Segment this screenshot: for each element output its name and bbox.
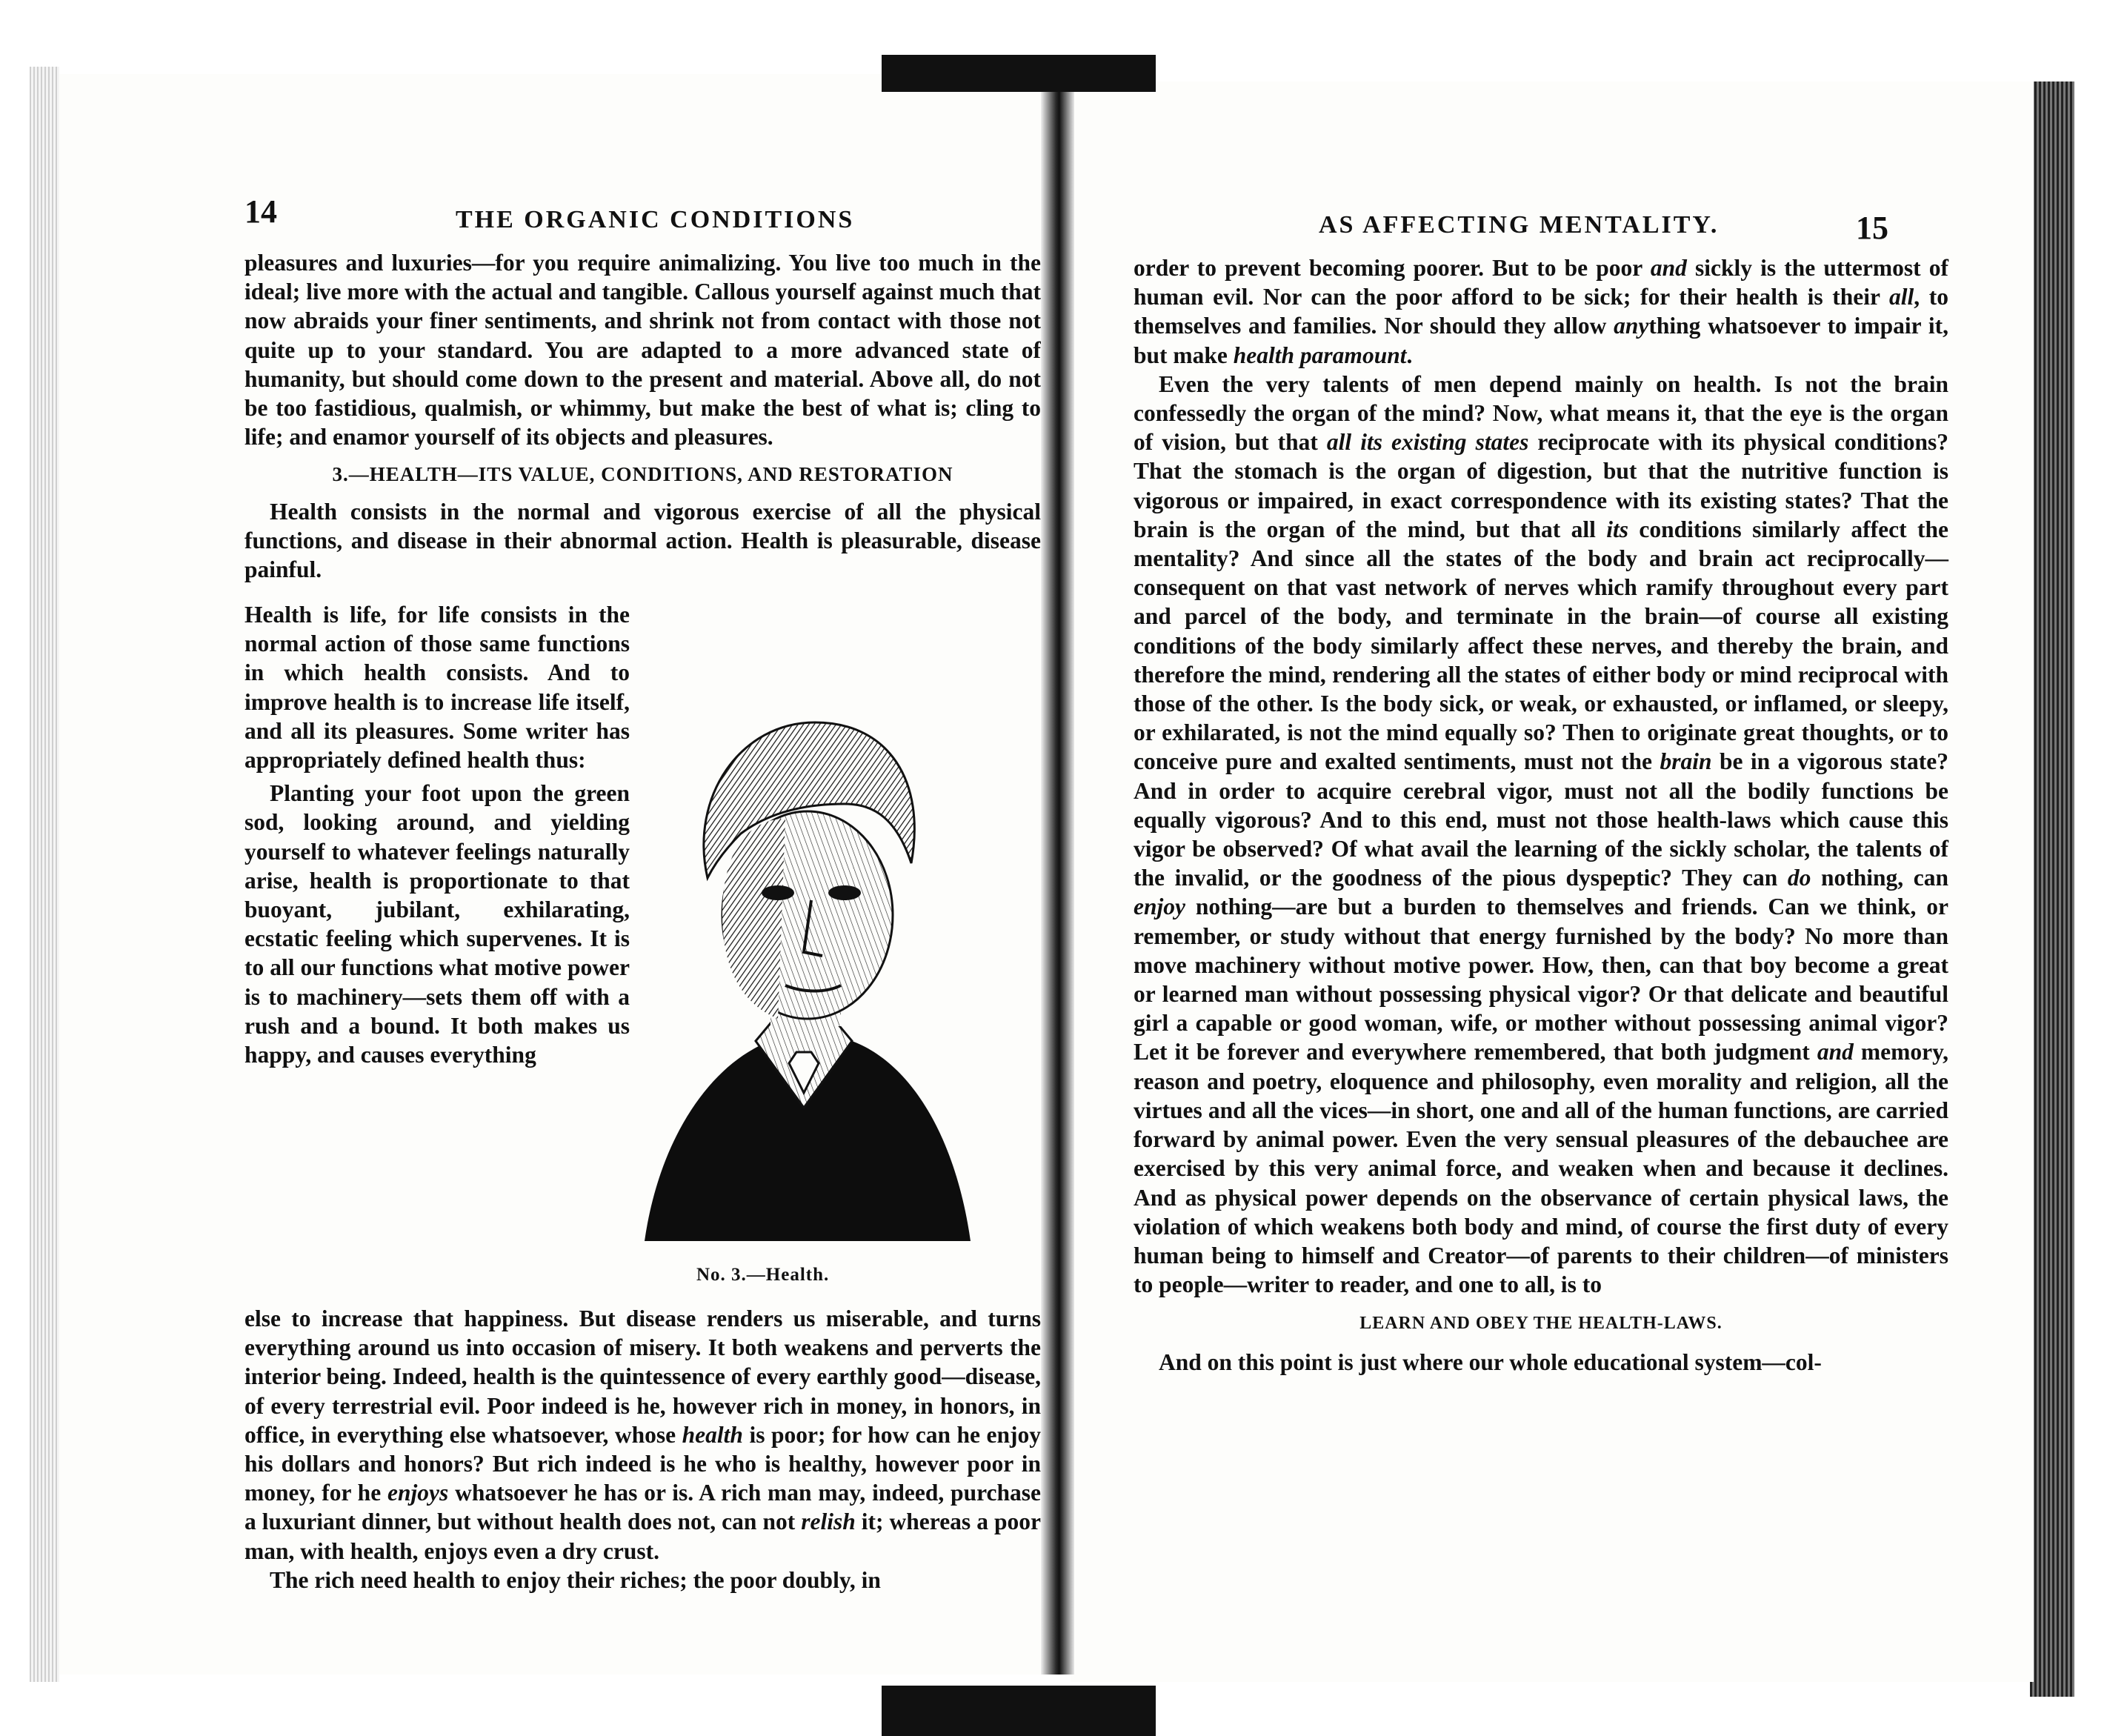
intro-paragraph: pleasures and luxuries—for you require animalizing. You live too much in the ideal; live more with the actual and tangible. Callous yourself against much that now abraids your finer sentiments, and shrink not from contact with those not quite up to your standard. You are adapted to a more advanced state of humanity, but should come down to the present and material. Above all, do not be too fastidious, qualmish, or whimmy, but make the best of what is; cling to life; and enamor yourself of its objects and pleasures. [244, 250, 1041, 450]
p1-part-d: thing whatsoever to impair it, but make [1134, 313, 1948, 368]
emphasis-enjoys: enjoys [387, 1480, 449, 1506]
p1-emphasis-all: all [1889, 284, 1914, 310]
p1-part-b: sickly is the uttermost of human evil. Nor can the poor afford to be sick; for their health is their [1134, 255, 1948, 310]
left-narrow-text [244, 600, 630, 1069]
p2-part-f: nothing—are but a burden to themselves and friends. Can we think, or remember, or study without that energy furnished by the body? No more than move machinery without motive power. How, then, can that boy become a great or learned man without possessing physical vigor? Or that delicate and beautiful girl a capable or good woman, wife, or mother without possessing animal vigor? Let it be forever and everywhere remembered, that both judgment [1134, 894, 1948, 1065]
p2-part-g: memory, reason and poetry, eloquence and philosophy, even morality and religion, all the virtues and all the vices—in short, one and all of the human functions, are carried forward by animal power. Even the very sensual pleasures of the debauchee are exercised by this very animal force, and weaken when and because it declines. And as physical power depends on the observance of certain physical laws, the violation of which weakens both body and mind, of course the first duty of every human being to himself and Creator—of parents to their children—of ministers to people—writer to reader, and one to all, is to [1134, 1039, 1948, 1298]
emphasis-relish: relish [801, 1509, 856, 1535]
page-edges-right [2030, 82, 2074, 1697]
p2-emphasis-states: all its existing states [1326, 429, 1529, 456]
p1-part-c: , to themselves and families. Nor should they allow [1134, 284, 1949, 339]
continuation-paragraph [244, 1304, 1041, 1566]
left-page [59, 74, 1045, 1675]
p2-part-d: be in a vigorous state? And in order to acquire cerebral vigor, must not all the bodily functions be equally vigorous? And to this end, must not those health-laws which cause this vigor be observed? Of what avail the learning of the sickly scholar, the talents of the invalid, or the goodness of the pious dyspeptic? They can [1134, 748, 1948, 891]
emphasis-health: health [682, 1421, 743, 1448]
continuation-part-1: else to increase that happiness. But disease renders us miserable, and turns everything around us into occasion of misery. It both weakens and perverts the interior being. Indeed, health is the quintessence of every earthly good—disease, of every terrestrial evil. Poor indeed is he, however rich in money, in honors, in office, in everything else whatsoever, whose [244, 1306, 1041, 1448]
right-text [1134, 253, 1948, 1377]
health-paragraph-narrow: Health is life, for life consists in the normal action of those same functions in which health consists. And to improve health is to increase life itself, and all its pleasures. Some writer has appropriately defined health thus: [244, 602, 630, 774]
left-top-text [244, 248, 1041, 584]
figure-caption: No. 3.—Health. [696, 1265, 830, 1285]
binding-tape-bottom [882, 1686, 1156, 1736]
p1-emphasis-health-paramount: health paramount [1233, 342, 1407, 368]
left-bottom-text [244, 1304, 1041, 1594]
p2-emphasis-enjoy: enjoy [1134, 894, 1185, 920]
health-paragraph-lead: Health consists in the normal and vigorous exercise of all the physical functions, and disease in their abnormal action. Health is pleasurable, disease painful. [244, 498, 1041, 583]
p1-part-e: . [1406, 342, 1413, 368]
running-head-right: AS AFFECTING MENTALITY. [1319, 211, 1720, 239]
p1-emphasis-any: any [1614, 313, 1649, 339]
continuation-part-3: whatsoever he has or is. A rich man may, indeed, purchase a luxuriant dinner, but without health does not, can not [244, 1480, 1041, 1535]
p2-emphasis-its: its [1606, 516, 1629, 542]
talents-paragraph [1134, 370, 1948, 1300]
p2-emphasis-and: and [1817, 1039, 1854, 1065]
running-head-left: THE ORGANIC CONDITIONS [456, 206, 855, 233]
continuation-part-4: it; whereas a poor man, with health, enjoys even a dry crust. [244, 1509, 1041, 1564]
poor-and-sickly-paragraph [1134, 253, 1948, 370]
planting-paragraph: Planting your foot upon the green sod, looking around, and yielding yourself to whatever feelings naturally arise, health is proportionate to that buoyant, jubilant, exhilarating, ecstatic feeling which supervenes. It is to all our functions what motive power is to machinery—sets them off with a rush and a bound. It both makes us happy, and causes everything [244, 780, 630, 1068]
p2-emphasis-do: do [1787, 865, 1811, 891]
p2-part-c: conditions similarly affect the mentality? And since all the states of the body and brain act reciprocally—consequent on that vast network of nerves which ramify throughout every part and parcel of the body, and terminate in the brain—of course all existing conditions of the body similarly affect these nerves, and thereby the brain, and therefore the mind, rendering all the states of either body or mind reciprocal with those of the other. Is the body sick, or weak, or exhausted, or inflamed, or sleepy, or exhilarated, is not the mind equally so? Then to originate great thoughts, or to conceive pure and exalted sentiments, must not the [1134, 516, 1948, 775]
book-gutter [1041, 89, 1074, 1675]
page-edges-left [30, 67, 59, 1682]
p2-emphasis-brain: brain [1660, 748, 1712, 775]
health-laws-subheading: LEARN AND OBEY THE HEALTH-LAWS. [1359, 1314, 1722, 1334]
health-portrait-engraving [630, 693, 978, 1256]
page-number-left: 14 [244, 193, 277, 230]
section-heading: 3.—HEALTH—ITS VALUE, CONDITIONS, AND RESTORATION [332, 463, 953, 486]
p2-part-a: Even the very talents of men depend mainly on health. Is not the brain confessedly the organ of the mind? Now, what means it, that the eye is the organ of vision, but that [1134, 370, 1948, 456]
p1-emphasis-and: and [1650, 255, 1687, 281]
continuation-part-2: is poor; for how can he enjoy his dollars and honors? But rich indeed is he who is healthy, however poor in money, for he [244, 1421, 1041, 1506]
page-number-right: 15 [1856, 210, 1888, 246]
rich-need-paragraph: The rich need health to enjoy their riches; the poor doubly, in [270, 1566, 881, 1593]
binding-tape-top [882, 55, 1156, 92]
p2-part-e: nothing, can [1811, 865, 1948, 891]
p2-part-b: reciprocate with its physical conditions? That the stomach is the organ of digestion, but that the nutritive function is vigorous or impaired, in exact correspondence with its existing states? That the brain is the organ of the mind, but that all [1134, 429, 1949, 542]
right-page [1071, 82, 2034, 1682]
educational-system-paragraph: And on this point is just where our whole educational system—col- [1159, 1348, 1822, 1375]
p1-part-a: order to prevent becoming poorer. But to be poor [1134, 255, 1651, 281]
